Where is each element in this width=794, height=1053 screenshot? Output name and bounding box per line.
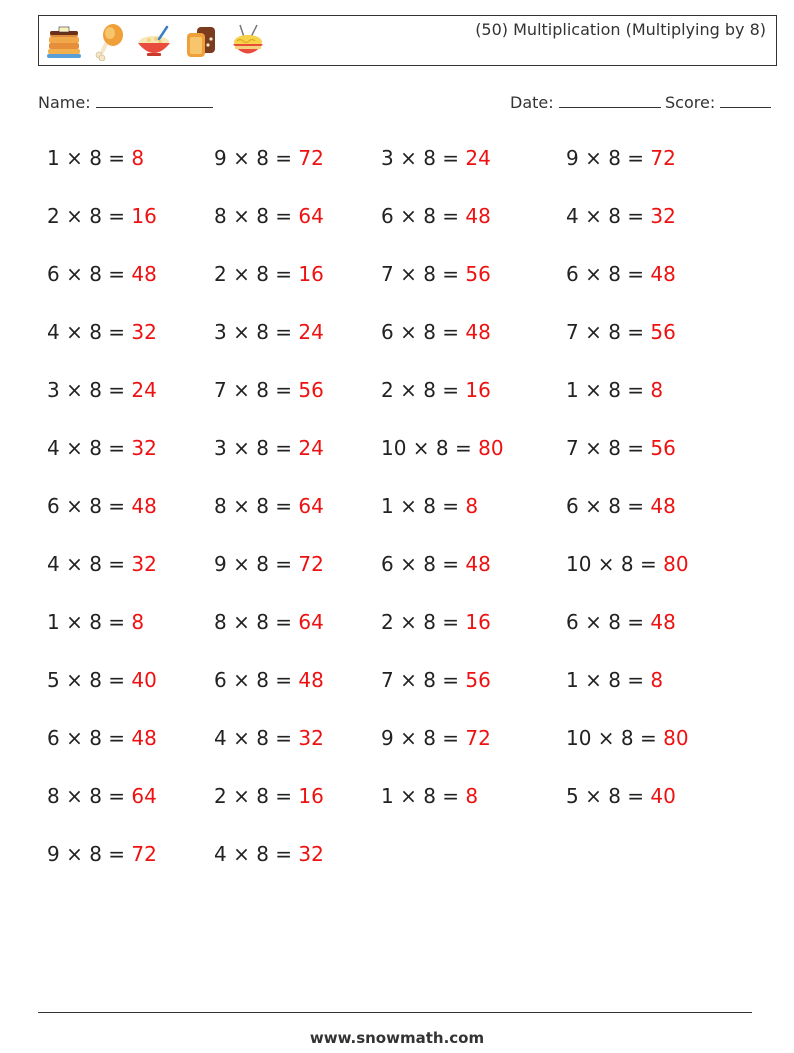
problem-answer: 24 <box>298 320 324 344</box>
problem-item <box>47 262 157 286</box>
problem-question: 4 × 8 = <box>566 204 651 228</box>
problem-item <box>47 204 157 228</box>
problem-question: 2 × 8 = <box>381 610 466 634</box>
problem-item <box>381 552 491 576</box>
problem-answer: 16 <box>298 784 324 808</box>
chicken-leg-icon <box>93 23 125 61</box>
problem-question: 7 × 8 = <box>566 436 651 460</box>
date-label: Date: <box>510 93 554 112</box>
problem-question: 9 × 8 = <box>47 842 132 866</box>
name-blank <box>96 93 213 108</box>
problem-item <box>214 784 324 808</box>
problem-question: 8 × 8 = <box>214 610 299 634</box>
problem-question: 6 × 8 = <box>566 494 651 518</box>
problem-item <box>214 668 324 692</box>
rice-bowl-icon <box>135 23 173 61</box>
toast-bread-icon <box>183 23 219 61</box>
noodle-bowl-icon <box>229 23 267 61</box>
problem-question: 4 × 8 = <box>214 726 299 750</box>
problem-item <box>214 552 324 576</box>
problem-answer: 24 <box>465 146 491 170</box>
problem-item <box>47 668 157 692</box>
problem-question: 3 × 8 = <box>214 436 299 460</box>
problem-answer: 72 <box>298 552 324 576</box>
score-blank <box>720 93 771 108</box>
problem-question: 6 × 8 = <box>381 552 466 576</box>
problem-question: 1 × 8 = <box>47 146 132 170</box>
problem-question: 6 × 8 = <box>381 320 466 344</box>
problem-item <box>214 204 324 228</box>
problem-item <box>566 262 676 286</box>
problem-question: 10 × 8 = <box>566 726 664 750</box>
problem-item <box>566 378 663 402</box>
footer-url: www.snowmath.com <box>309 1029 485 1047</box>
date-blank <box>559 93 661 108</box>
problem-item <box>47 784 157 808</box>
problem-answer: 40 <box>131 668 157 692</box>
problem-answer: 32 <box>298 726 324 750</box>
problem-answer: 16 <box>131 204 157 228</box>
problem-item <box>566 204 676 228</box>
icon-strip <box>45 22 267 62</box>
problem-answer: 16 <box>465 378 491 402</box>
problem-item <box>381 262 491 286</box>
problem-item <box>47 726 157 750</box>
problem-question: 2 × 8 = <box>381 378 466 402</box>
problem-answer: 80 <box>663 726 689 750</box>
problem-item <box>566 320 676 344</box>
problem-answer: 8 <box>131 610 145 634</box>
problem-answer: 48 <box>465 204 491 228</box>
problem-answer: 48 <box>465 552 491 576</box>
problem-answer: 80 <box>663 552 689 576</box>
problem-item <box>47 610 144 634</box>
problem-item <box>566 668 663 692</box>
problem-item <box>566 726 689 750</box>
score-field <box>665 93 771 112</box>
problem-item <box>214 842 324 866</box>
problem-item <box>381 320 491 344</box>
problem-item <box>47 842 157 866</box>
problem-question: 5 × 8 = <box>47 668 132 692</box>
problem-answer: 56 <box>465 668 491 692</box>
problem-question: 4 × 8 = <box>214 842 299 866</box>
problem-question: 9 × 8 = <box>566 146 651 170</box>
problem-item <box>381 668 491 692</box>
problem-item <box>381 494 478 518</box>
problem-item <box>566 610 676 634</box>
problem-item <box>47 146 144 170</box>
problem-answer: 72 <box>131 842 157 866</box>
problem-question: 2 × 8 = <box>47 204 132 228</box>
problem-question: 3 × 8 = <box>381 146 466 170</box>
problem-item <box>214 726 324 750</box>
problem-item <box>214 378 324 402</box>
problem-answer: 48 <box>131 262 157 286</box>
problem-item <box>566 552 689 576</box>
problem-answer: 40 <box>650 784 676 808</box>
header-box <box>38 15 777 66</box>
problem-answer: 72 <box>298 146 324 170</box>
problem-answer: 48 <box>131 494 157 518</box>
problem-item <box>381 726 491 750</box>
problem-item <box>381 204 491 228</box>
problem-answer: 48 <box>650 610 676 634</box>
problem-question: 8 × 8 = <box>214 204 299 228</box>
score-label: Score: <box>665 93 716 112</box>
problem-answer: 32 <box>650 204 676 228</box>
problem-question: 9 × 8 = <box>381 726 466 750</box>
footer-divider <box>38 1012 752 1013</box>
problem-question: 3 × 8 = <box>47 378 132 402</box>
problem-question: 3 × 8 = <box>214 320 299 344</box>
name-label: Name: <box>38 93 91 112</box>
name-field <box>38 93 213 112</box>
problem-item <box>566 436 676 460</box>
problem-item <box>47 552 157 576</box>
problem-item <box>381 436 504 460</box>
problem-item <box>214 320 324 344</box>
problem-item <box>47 320 157 344</box>
date-field <box>510 93 661 112</box>
problem-item <box>566 784 676 808</box>
problem-answer: 48 <box>465 320 491 344</box>
problem-answer: 48 <box>298 668 324 692</box>
problem-answer: 32 <box>131 436 157 460</box>
problem-item <box>47 378 157 402</box>
problem-question: 6 × 8 = <box>47 262 132 286</box>
problem-answer: 48 <box>650 494 676 518</box>
problem-question: 4 × 8 = <box>47 436 132 460</box>
problem-question: 1 × 8 = <box>47 610 132 634</box>
problem-answer: 48 <box>131 726 157 750</box>
problem-item <box>214 494 324 518</box>
problem-answer: 64 <box>298 494 324 518</box>
problem-answer: 8 <box>465 784 479 808</box>
problem-question: 8 × 8 = <box>47 784 132 808</box>
problem-question: 7 × 8 = <box>566 320 651 344</box>
problem-answer: 72 <box>650 146 676 170</box>
problem-question: 5 × 8 = <box>566 784 651 808</box>
problem-answer: 16 <box>465 610 491 634</box>
problem-answer: 64 <box>131 784 157 808</box>
problem-question: 8 × 8 = <box>214 494 299 518</box>
problem-answer: 80 <box>478 436 504 460</box>
problem-answer: 32 <box>298 842 324 866</box>
problem-answer: 32 <box>131 320 157 344</box>
problem-item <box>214 146 324 170</box>
problem-answer: 56 <box>465 262 491 286</box>
problem-question: 7 × 8 = <box>381 262 466 286</box>
problem-answer: 16 <box>298 262 324 286</box>
problem-answer: 64 <box>298 204 324 228</box>
problem-question: 7 × 8 = <box>381 668 466 692</box>
problem-question: 1 × 8 = <box>381 494 466 518</box>
problem-question: 6 × 8 = <box>566 262 651 286</box>
problem-answer: 56 <box>650 320 676 344</box>
problem-question: 1 × 8 = <box>566 378 651 402</box>
problem-answer: 8 <box>650 378 664 402</box>
problem-item <box>214 262 324 286</box>
problem-question: 6 × 8 = <box>214 668 299 692</box>
problem-item <box>566 494 676 518</box>
problem-question: 6 × 8 = <box>566 610 651 634</box>
problem-item <box>214 436 324 460</box>
problem-question: 2 × 8 = <box>214 784 299 808</box>
problem-question: 6 × 8 = <box>47 494 132 518</box>
problem-question: 6 × 8 = <box>381 204 466 228</box>
problem-question: 2 × 8 = <box>214 262 299 286</box>
problem-answer: 8 <box>650 668 664 692</box>
problem-answer: 32 <box>131 552 157 576</box>
problem-question: 4 × 8 = <box>47 552 132 576</box>
problem-item <box>381 378 491 402</box>
problem-answer: 72 <box>465 726 491 750</box>
problem-item <box>381 784 478 808</box>
problem-question: 4 × 8 = <box>47 320 132 344</box>
problem-answer: 8 <box>131 146 145 170</box>
problem-question: 7 × 8 = <box>214 378 299 402</box>
problem-answer: 24 <box>298 436 324 460</box>
problem-answer: 64 <box>298 610 324 634</box>
problem-item <box>381 610 491 634</box>
problem-question: 10 × 8 = <box>566 552 664 576</box>
problem-item <box>214 610 324 634</box>
pancake-stack-icon <box>45 23 83 61</box>
problem-question: 9 × 8 = <box>214 552 299 576</box>
problem-question: 10 × 8 = <box>381 436 479 460</box>
problem-item <box>47 436 157 460</box>
worksheet-title: (50) Multiplication (Multiplying by 8) <box>475 20 766 39</box>
problem-answer: 56 <box>650 436 676 460</box>
problem-question: 6 × 8 = <box>47 726 132 750</box>
problem-item <box>47 494 157 518</box>
problem-question: 1 × 8 = <box>381 784 466 808</box>
problem-answer: 56 <box>298 378 324 402</box>
problem-question: 9 × 8 = <box>214 146 299 170</box>
problem-question: 1 × 8 = <box>566 668 651 692</box>
problem-answer: 48 <box>650 262 676 286</box>
problem-answer: 24 <box>131 378 157 402</box>
problem-answer: 8 <box>465 494 479 518</box>
problem-item <box>566 146 676 170</box>
problem-item <box>381 146 491 170</box>
